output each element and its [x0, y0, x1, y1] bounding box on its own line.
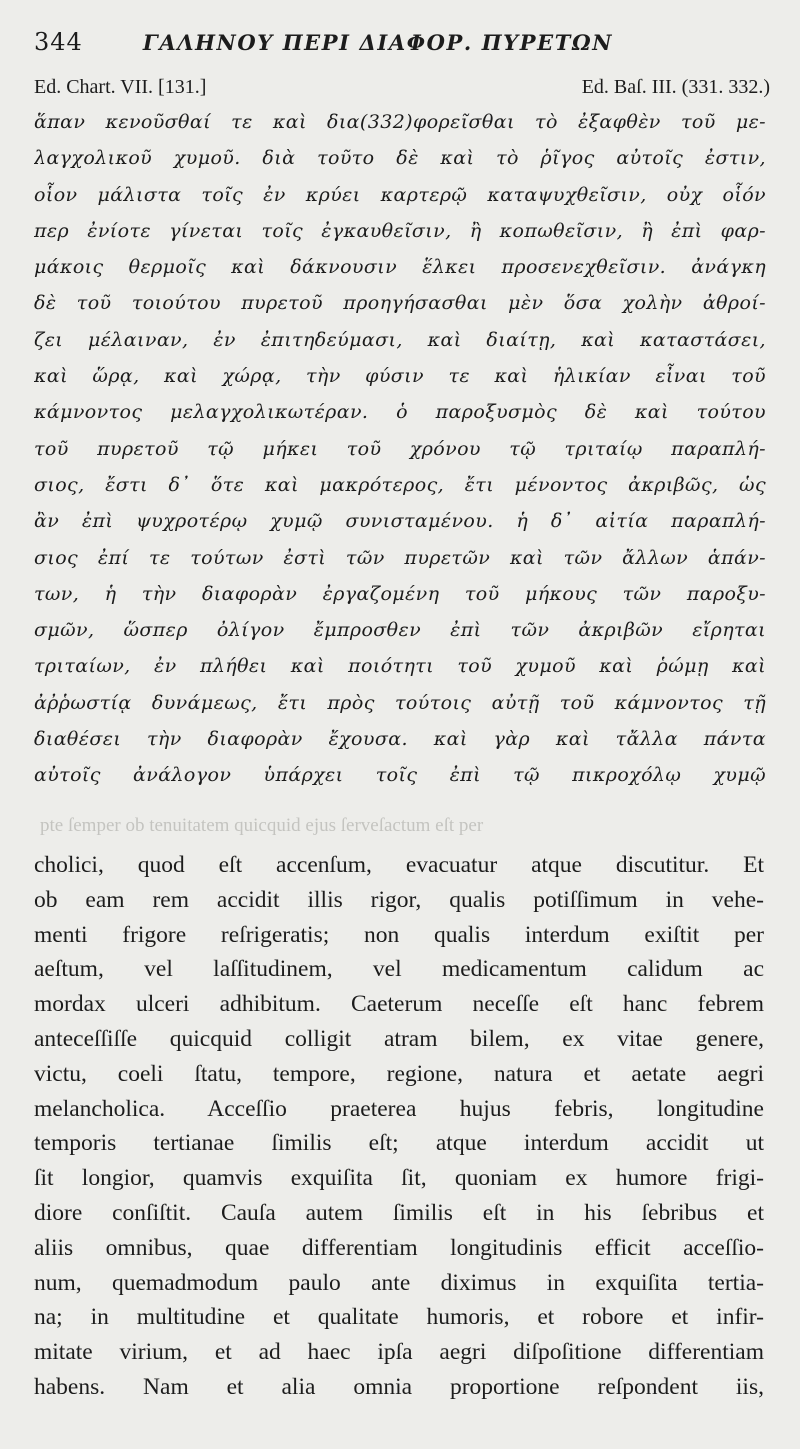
latin-text-line: num, quemadmodum paulo ante diximus in exquiſita tertia-: [34, 1269, 764, 1296]
latin-text-line: melancholica. Acceſſio praeterea hujus febris, longitudine: [34, 1095, 764, 1122]
greek-text-line: καὶ ὥρᾳ, καὶ χώρᾳ, τὴν φύσιν τε καὶ ἡλικίαν εἶναι τοῦ: [34, 365, 766, 388]
latin-text-line: ſit longior, quamvis exquiſita ſit, quoniam ex humore frigi-: [34, 1165, 764, 1192]
greek-text-line: σιος, ἔστι δ᾽ ὅτε καὶ μακρότερος, ἔτι μένοντος ἀκριβῶς, ὡς: [34, 473, 766, 496]
greek-text-block: [34, 104, 766, 794]
latin-text-line: temporis tertianae ſimilis eſt; atque interdum accidit ut: [34, 1130, 764, 1157]
latin-text-line: habens. Nam et alia omnia proportione reſpondent iis,: [34, 1373, 764, 1400]
running-title: ΓΑΛΗΝΟΥ ΠΕΡΙ ΔΙΑΦΟΡ. ΠΥΡΕΤΩΝ: [142, 30, 614, 55]
latin-text-line: cholici, quod eſt accenſum, evacuatur atque discutitur. Et: [34, 852, 764, 878]
latin-text-line: mitate virium, et ad haec ipſa aegri diſpoſitione differentiam: [34, 1339, 764, 1366]
page-number: 344: [34, 28, 83, 56]
greek-text-line: ζει μέλαιναν, ἐν ἐπιτηδεύμασι, καὶ διαίτῃ, καὶ καταστάσει,: [34, 328, 766, 351]
greek-text-line: λαγχολικοῦ χυμοῦ. διὰ τοῦτο δὲ καὶ τὸ ῥῖγος αὐτοῖς ἐστιν,: [34, 147, 766, 170]
greek-text-line: μάκοις θερμοῖς καὶ δάκνουσιν ἕλκει προσενεχθεῖσιν. ἀνάγκη: [34, 256, 766, 279]
greek-text-line: ἂν ἐπὶ ψυχροτέρῳ χυμῷ συνισταμένου. ἡ δ᾽ αἰτία παραπλή-: [34, 510, 766, 533]
latin-text-line: aeſtum, vel laſſitudinem, vel medicamentum calidum ac: [34, 956, 764, 983]
greek-text-line: περ ἐνίοτε γίνεται τοῖς ἐγκαυθεῖσιν, ἢ κοπωθεῖσιν, ἢ ἐπὶ φαρ-: [34, 219, 766, 242]
edition-basel: Ed. Baſ. III. (331. 332.): [581, 76, 770, 98]
edition-references: [34, 76, 770, 99]
latin-text-line: menti frigore reſrigeratis; non qualis interdum exiſtit per: [34, 921, 764, 948]
latin-text-line: mordax ulceri adhibitum. Caeterum neceſſe eſt hanc febrem: [34, 991, 764, 1018]
edition-chartier: Ed. Chart. VII. [131.]: [34, 76, 207, 98]
greek-text-line: κάμνοντος μελαγχολικωτέραν. ὁ παροξυσμὸς δὲ καὶ τούτου: [34, 401, 766, 424]
greek-text-line: ἀῤῥωστίᾳ δυνάμεως, ἔτι πρὸς τούτοις αὐτῇ τοῦ κάμνοντος τῇ: [34, 691, 766, 714]
greek-text-line: δὲ τοῦ τοιούτου πυρετοῦ προηγήσασθαι μὲν ὅσα χολὴν ἀθροί-: [34, 292, 766, 315]
greek-text-line: ἅπαν κενοῦσθαί τε καὶ δια(332)φορεῖσθαι τὸ ἐξαφθὲν τοῦ με-: [34, 111, 766, 133]
greek-text-line: τριταίων, ἐν πλήθει καὶ ποιότητι τοῦ χυμοῦ καὶ ῥώμῃ καὶ: [34, 655, 766, 678]
latin-text-line: victu, coeli ſtatu, tempore, regione, natura et aetate aegri: [34, 1060, 764, 1087]
latin-text-line: anteceſſiſſe quicquid colligit atram bilem, ex vitae genere,: [34, 1025, 764, 1052]
latin-text-line: na; in multitudine et qualitate humoris, et robore et infir-: [34, 1304, 764, 1331]
latin-text-line: diore conſiſtit. Cauſa autem ſimilis eſt in his ſebribus et: [34, 1199, 764, 1226]
greek-text-line: σιος ἐπί τε τούτων ἐστὶ τῶν πυρετῶν καὶ τῶν ἄλλων ἁπάν-: [34, 546, 766, 569]
greek-text-line: αὐτοῖς ἀνάλογον ὑπάρχει τοῖς ἐπὶ τῷ πικροχόλῳ χυμῷ: [34, 764, 766, 787]
running-head: [34, 28, 760, 62]
greek-text-line: των, ἡ τὴν διαφορὰν ἐργαζομένη τοῦ μήκους τῶν παροξυ-: [34, 582, 766, 605]
latin-text-block: [34, 848, 764, 1405]
bleed-through-text: pte ſemper ob tenuitatem quicquid ejus ſerveſactum eſt per: [40, 816, 484, 836]
latin-text-line: ob eam rem accidit illis rigor, qualis potiſſimum in vehe-: [34, 886, 764, 913]
greek-text-line: διαθέσει τὴν διαφορὰν ἔχουσα. καὶ γὰρ καὶ τἄλλα πάντα: [34, 728, 766, 751]
greek-text-line: σμῶν, ὥσπερ ὀλίγον ἔμπροσθεν ἐπὶ τῶν ἀκριβῶν εἴρηται: [34, 619, 766, 642]
greek-text-line: τοῦ πυρετοῦ τῷ μήκει τοῦ χρόνου τῷ τριταίῳ παραπλή-: [34, 437, 766, 460]
latin-text-line: aliis omnibus, quae differentiam longitudinis efficit acceſſio-: [34, 1234, 764, 1261]
greek-text-line: οἷον μάλιστα τοῖς ἐν κρύει καρτερῷ καταψυχθεῖσιν, οὐχ οἷόν: [34, 183, 766, 206]
